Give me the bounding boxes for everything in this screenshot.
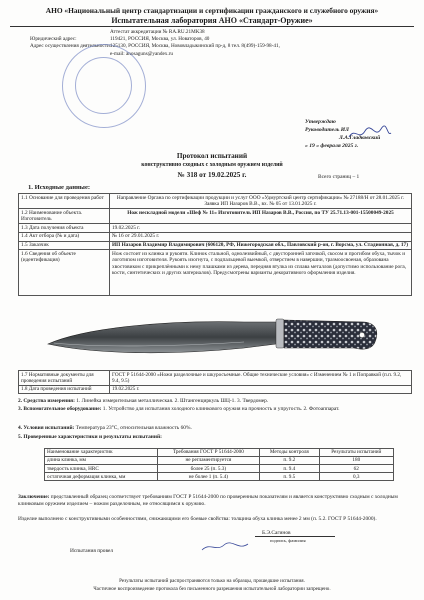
table-cell: п. 9.4 (260, 465, 319, 473)
table-cell: п. 9.2 (260, 457, 319, 465)
conclusion-title: Заключение: (18, 494, 50, 500)
requisite-row: e-mail: anosaguns@yandex.ru (110, 50, 173, 57)
approval-role: Руководитель ИЛ (305, 127, 349, 133)
tester-name: Б.Э.Сагинов (262, 530, 291, 536)
row-value: Направление Органа по сертификации продукции и услуг ООО «Удмуртский центр сертификации» № 27188/Н от 28.01.2025 г. Заявка ИП Назаров В.В., вх. № 05 от 13.01.2025 г. (110, 194, 412, 209)
footer-line-1: Результаты испытаний распространяются только на образцы, прошедшие испытания. (119, 578, 305, 584)
table-cell: остаточная деформация клинка, мм (45, 473, 158, 481)
approval-name: Л.А.Гладковский (339, 135, 381, 141)
table-row (19, 209, 412, 224)
row-value: Нож состоит из клинка и рукояти. Клинок стальной, однолезвийный, с двусторонней заточкой, скосом и прогибом обуха, тычок и логотипом изготовителя. Рукоять изогнута, с подпальцевой выемкой, отверстием в навершии, тразмоосвоеная, образована хвостовиком с прикреплёнными к нему плашками из дерева, передняя втулка из сплава металлов (допустимо использование рога, кости, синтетических и других материалов). Предусмотрены варианты декоративного оформления изделия. (110, 250, 412, 296)
table-cell: твердость клинка, HRC (45, 465, 158, 473)
table-row (45, 473, 394, 481)
column-header: Методы контроля (260, 449, 319, 457)
table-cell: более 25 (п. 5.3) (157, 465, 260, 473)
org-header: АНО «Национальный центр стандартизации и сертификации гражданского и служебного оружия» (45, 6, 379, 15)
footer-line-2: Частичное воспроизведение протокола без письменного разрешения испытательной лаборатории запрещено. (93, 586, 331, 592)
section-5 (18, 434, 412, 441)
approval-signature (347, 125, 393, 143)
row-value: ГОСТ Р 51644-2000 «Ножи разделочные и шкуросъемные. Общие технические условия» с Изменением № 1 и Поправкой (п.п. 9.2, 9.4, 9.5) (110, 371, 412, 386)
norms-table (18, 370, 412, 394)
requisite-row: Юридический адрес: 119421, РОССИЯ, Москва, ул. Новаторов, 40 (30, 36, 210, 43)
table-row (19, 241, 412, 250)
column-header: Наименование характеристик (45, 449, 158, 457)
row-value: 19.02.2025 г. (110, 385, 412, 393)
table-cell: п. 9.5 (260, 473, 319, 481)
protocol-number: № 318 от 19.02.2025 г. (177, 171, 247, 179)
section-3-title: 3. Вспомогательное оборудование: (18, 406, 102, 412)
row-label: 1.1 Основание для проведения работ (19, 194, 110, 209)
row-label: 1.4 Акт отбора (№ и дата) (19, 232, 110, 241)
section-2-title: 2. Средства измерения: (18, 398, 75, 404)
table-row (19, 385, 412, 393)
lab-header: Испытательная лаборатория АНО «Стандарт-Оружие» (10, 16, 414, 27)
row-label: 1.6 Сведения об объекте (идентификация) (19, 250, 110, 296)
tester-signature (200, 540, 250, 554)
row-value: Нож нескладной модели «Шеф № 11» Изготовитель ИП Назаров В.В., Россия, по ТУ 25.71.13-001-15500049-2025 (110, 209, 412, 224)
section-4-title: 4. Условия испытаний: (18, 425, 75, 431)
page-count: Всего страниц – 1 (318, 174, 360, 180)
row-label: 1.8 Дата проведения испытаний (19, 385, 110, 393)
extra-note: Изделие выполнено с конструктивными особенностями, снижающими его боевые свойства: толщина обуха клинка менее 2 мм (п. 5.2. ГОСТ Р 51644-2000). (18, 516, 377, 522)
table-cell: не более 1 (п. 5.4) (157, 473, 260, 481)
section-2 (18, 398, 412, 405)
column-header: Результаты испытаний (319, 449, 393, 457)
signature-caption: подпись, фамилия (270, 538, 306, 543)
section-3-text: 1. Устройство для испытания холодного клинкового оружия на прочность и упругость. 2. Фотоаппарат. (102, 406, 340, 412)
protocol-subtitle: конструктивно сходных с холодным оружием изделий (141, 162, 283, 168)
table-row (19, 371, 412, 386)
conclusion (18, 494, 412, 508)
section-4-text: Температура 23°С, относительная влажность 60%. (75, 425, 192, 431)
initial-data-table (18, 193, 412, 296)
table-cell: 180 (319, 457, 393, 465)
section-3 (18, 406, 412, 413)
section-2-text: 1. Линейка измерительная металлическая. 2. Штангенциркуль ШЦ-1. 3. Твердомер. (76, 398, 269, 404)
row-label: 1.3 Дата получения объекта (19, 224, 110, 233)
table-row (19, 250, 412, 296)
approval-title: Утверждаю (305, 119, 336, 125)
row-value: № 16 от 29.01.2025 г. (110, 232, 412, 241)
table-cell: длина клинка, мм (45, 457, 158, 465)
approval-block (305, 118, 380, 150)
protocol-title: Протокол испытаний (176, 152, 248, 160)
table-row (19, 224, 412, 233)
table-cell: не регламентируется (157, 457, 260, 465)
row-label: 1.5 Заказчик (19, 241, 110, 250)
row-label: 1.2 Наименование объекта. Изготовитель (19, 209, 110, 224)
lab-stamp (62, 44, 146, 128)
conclusion-text: представленный образец соответствует требованиям ГОСТ Р 51644-2000 по проверенным показателям и является конструктивно сходным с холодным клинковым оружием изделием – ножом разделочным, не относящимся к оружию. (18, 494, 398, 507)
section-1-title: 1. Исходные данные: (28, 184, 91, 191)
requisite-row: Аттестат аккредитации № RA.RU.21MK38 (110, 29, 205, 35)
section-4 (18, 425, 412, 432)
table-row (19, 232, 412, 241)
lab-requisites (30, 29, 280, 58)
table-cell: 0,3 (319, 473, 393, 481)
table-row (45, 457, 394, 465)
knife-photo (44, 304, 384, 368)
column-header: Требования ГОСТ Р 51644-2000 (157, 449, 260, 457)
tested-by-label: Испытания провел (70, 548, 114, 554)
approval-date: « 19 » февраля 2025 г. (305, 143, 359, 149)
table-row (45, 465, 394, 473)
table-header-row (45, 449, 394, 457)
requisite-row: Адрес осуществления деятельности:125130, РОССИЯ, Москва, Нововладыкинский пр-д, 8 тел. 8(499)-159-98-41, (30, 43, 280, 50)
row-value: ИП Назаров Владимир Владимирович (606120, РФ, Нижегородская обл., Павловский р-он, г. Ворсма, ул. Стадионная, д. 17) (110, 241, 412, 250)
row-value: 19.02.2025 г. (110, 224, 412, 233)
results-table (44, 448, 394, 481)
table-cell: 62 (319, 465, 393, 473)
table-row (19, 194, 412, 209)
row-label: 1.7 Нормативные документы для проведения испытаний (19, 371, 110, 386)
section-5-title: 5. Проверенные характеристики и результаты испытаний: (18, 434, 162, 440)
